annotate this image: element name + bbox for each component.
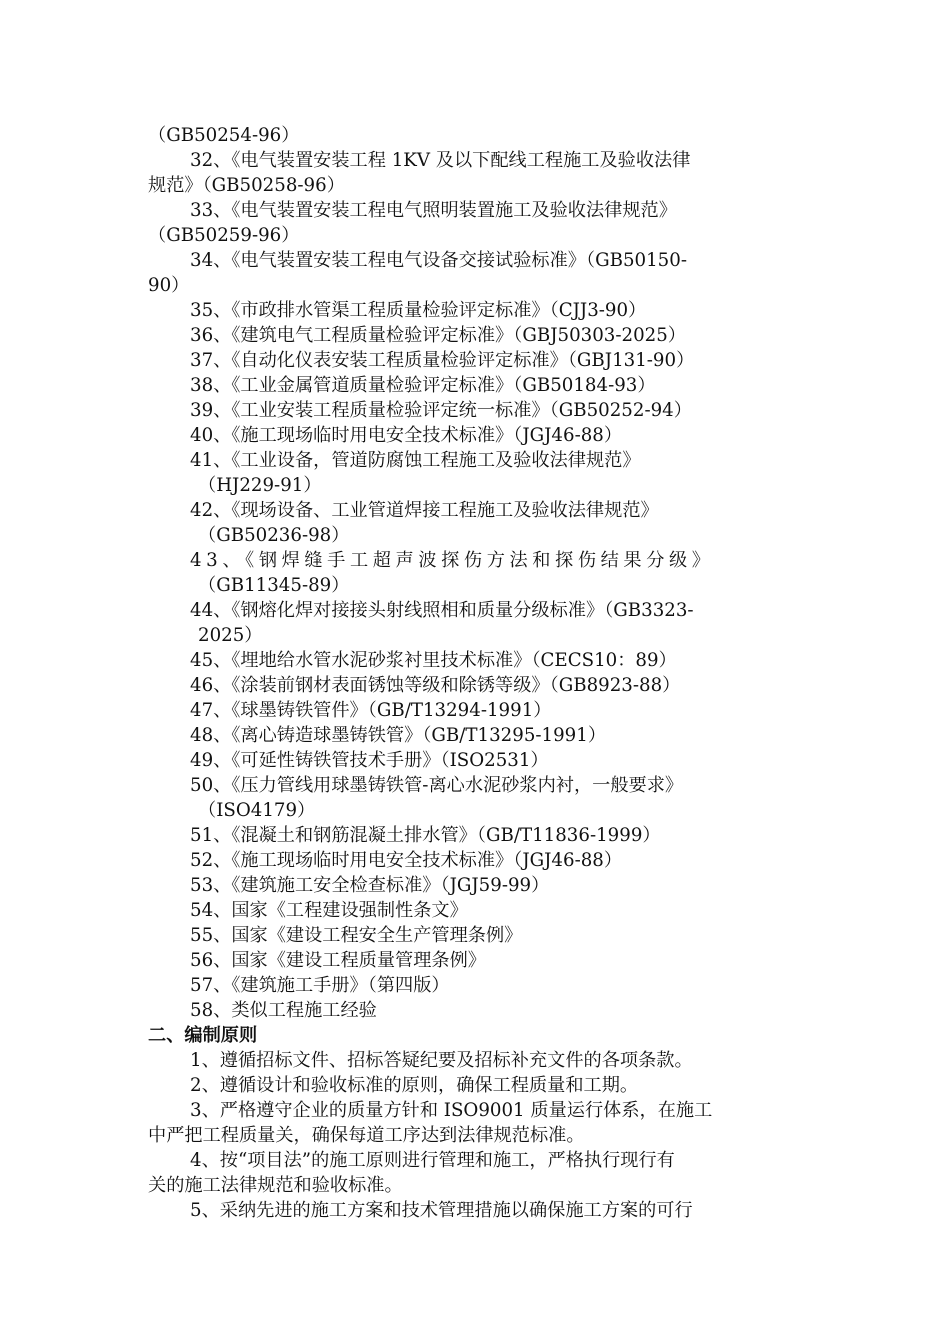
principle-item-2: 2、遵循设计和验收标准的原则，确保工程质量和工期。 [190,1075,639,1096]
list-item-57: 57、《建筑施工手册》（第四版） [190,975,450,996]
list-item-39: 39、《工业安装工程质量检验评定统一标准》（GB50252-94） [190,400,692,421]
list-item-38: 38、《工业金属管道质量检验评定标准》（GB50184-93） [190,375,656,396]
principle-item-4: 4、按“项目法”的施工原则进行管理和施工，严格执行现行有 [190,1150,675,1171]
list-item-44: 44、《钢熔化焊对接接头射线照相和质量分级标准》（GB3323- [190,600,694,621]
principle-item-5: 5、采纳先进的施工方案和技术管理措施以确保施工方案的可行 [190,1200,693,1221]
list-item-56: 56、国家《建设工程质量管理条例》 [190,950,486,971]
list-item-47: 47、《球墨铸铁管件》（GB/T13294-1991） [190,700,552,721]
list-item-33: 33、《电气装置安装工程电气照明装置施工及验收法律规范》 [190,200,677,221]
list-item-42: 42、《现场设备、工业管道焊接工程施工及验收法律规范》 [190,500,659,521]
list-item-46: 46、《涂装前钢材表面锈蚀等级和除锈等级》（GB8923-88） [190,675,681,696]
list-item-48: 48、《离心铸造球墨铸铁管》（GB/T13295-1991） [190,725,607,746]
text-line: （GB11345-89） [198,575,350,596]
list-item-50: 50、《压力管线用球墨铸铁管-离心水泥砂浆内衬，一般要求》 [190,775,684,796]
text-line: 2025） [198,625,263,646]
list-item-54: 54、国家《工程建设强制性条文》 [190,900,468,921]
section-heading: 二、编制原则 [148,1025,258,1046]
list-item-45: 45、《埋地给水管水泥砂浆衬里技术标准》（CECS10：89） [190,650,677,671]
text-line: 关的施工法律规范和验收标准。 [148,1175,403,1196]
list-item-52: 52、《施工现场临时用电安全技术标准》（JGJ46-88） [190,850,623,871]
text-line: 中严把工程质量关，确保每道工序达到法律规范标准。 [148,1125,585,1146]
text-line: （GB50254-96） [148,125,300,146]
list-item-58: 58、类似工程施工经验 [190,1000,377,1021]
list-item-34: 34、《电气装置安装工程电气设备交接试验标准》（GB50150- [190,250,687,271]
principle-item-3: 3、严格遵守企业的质量方针和 ISO9001 质量运行体系，在施工 [190,1100,713,1121]
text-line: （HJ229-91） [198,475,322,496]
list-item-32: 32、《电气装置安装工程 1KV 及以下配线工程施工及验收法律 [190,150,691,171]
text-line: （GB50259-96） [148,225,300,246]
list-item-43: 43、《钢焊缝手工超声波探伤方法和探伤结果分级》 [190,550,715,571]
text-line: 规范》（GB50258-96） [148,175,345,196]
list-item-49: 49、《可延性铸铁管技术手册》（ISO2531） [190,750,549,771]
list-item-41: 41、《工业设备，管道防腐蚀工程施工及验收法律规范》 [190,450,641,471]
text-line: （ISO4179） [198,800,316,821]
list-item-51: 51、《混凝土和钢筋混凝土排水管》（GB/T11836-1999） [190,825,661,846]
list-item-35: 35、《市政排水管渠工程质量检验评定标准》（CJJ3-90） [190,300,647,321]
list-item-55: 55、国家《建设工程安全生产管理条例》 [190,925,523,946]
list-item-53: 53、《建筑施工安全检查标准》（JGJ59-99） [190,875,550,896]
text-line: （GB50236-98） [198,525,350,546]
principle-item-1: 1、遵循招标文件、招标答疑纪要及招标补充文件的各项条款。 [190,1050,693,1071]
list-item-37: 37、《自动化仪表安装工程质量检验评定标准》（GBJ131-90） [190,350,695,371]
document-body [148,123,808,1223]
list-item-40: 40、《施工现场临时用电安全技术标准》（JGJ46-88） [190,425,623,446]
list-item-36: 36、《建筑电气工程质量检验评定标准》（GBJ50303-2025） [190,325,686,346]
text-line: 90） [148,275,190,296]
